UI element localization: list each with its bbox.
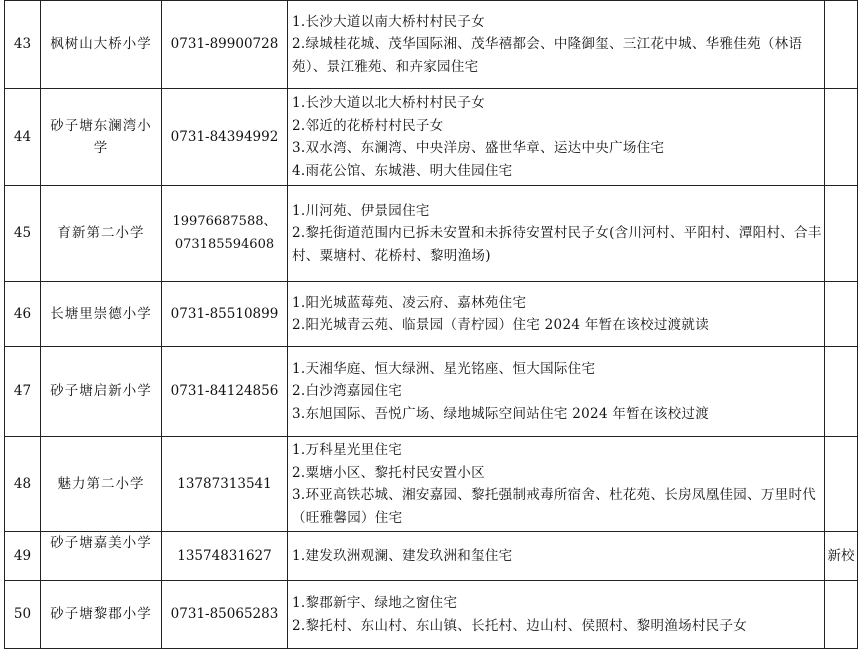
remark: [825, 1, 858, 89]
enrollment-area: [288, 437, 825, 532]
school-name: 砂子塘嘉美小学: [41, 532, 162, 581]
table-row: [5, 1, 858, 89]
area-line: 2.黎托村、东山村、东山镇、长托村、边山村、侯照村、黎明渔场村民子女: [292, 617, 748, 634]
area-line: 1.黎郡新宇、绿地之窗住宅: [292, 595, 458, 611]
table-row: [5, 186, 858, 282]
area-line: 2.白沙湾嘉园住宅: [292, 383, 403, 400]
table-row: [5, 437, 858, 532]
remark: [825, 347, 858, 437]
table-row: [5, 282, 858, 347]
phone-number: 13787313541: [162, 437, 288, 532]
school-name: 长塘里崇德小学: [41, 282, 162, 347]
phone-number: 19976687588、073185594608: [162, 186, 288, 282]
school-name: 砂子塘启新小学: [41, 347, 162, 437]
school-name: 砂子塘东澜湾小学: [41, 89, 162, 186]
phone-number: 13574831627: [162, 532, 288, 581]
new-school-remark: 新校: [825, 532, 858, 581]
area-line: 2.绿城桂花城、茂华国际湘、茂华禧都会、中隆御玺、三江花中城、华雅佳苑（林语苑）、景江雅苑、和卉家园住宅: [292, 36, 803, 75]
enrollment-area: [288, 532, 825, 581]
school-name: 砂子塘黎郡小学: [41, 581, 162, 649]
table-row: [5, 581, 858, 649]
table-row: [5, 89, 858, 186]
enrollment-area: [288, 347, 825, 437]
remark: [825, 437, 858, 532]
area-line: 1.万科星光里住宅: [292, 442, 403, 458]
table-row: [5, 347, 858, 437]
remark: [825, 282, 858, 347]
enrollment-area: [288, 1, 825, 89]
school-district-table: [4, 0, 858, 649]
enrollment-area: [288, 186, 825, 282]
area-line: 3.环亚高铁芯城、湘安嘉园、黎托强制戒毒所宿舍、杜花苑、长房凤凰佳园、万里时代（旺雅馨园）住宅: [292, 487, 817, 526]
row-number: 50: [5, 581, 41, 649]
area-line: 1.建发玖洲观澜、建发玖洲和玺住宅: [292, 547, 513, 564]
row-number: 43: [5, 1, 41, 89]
area-line: 2.阳光城青云苑、临景园（青柠园）住宅 2024 年暂在该校过渡就读: [292, 317, 710, 333]
phone-number: 0731-85510899: [162, 282, 288, 347]
area-line: 3.东旭国际、吾悦广场、绿地城际空间站住宅 2024 年暂在该校过渡: [292, 405, 710, 422]
enrollment-area: [288, 282, 825, 347]
phone-number: 0731-85065283: [162, 581, 288, 649]
row-number: 46: [5, 282, 41, 347]
row-number: 45: [5, 186, 41, 282]
area-line: 1.阳光城蓝莓苑、凌云府、嘉林苑住宅: [292, 294, 527, 311]
row-number: 48: [5, 437, 41, 532]
remark: [825, 581, 858, 649]
phone-number: 0731-84394992: [162, 89, 288, 186]
area-line: 1.长沙大道以北大桥村村民子女: [292, 95, 485, 111]
area-line: 3.双水湾、东澜湾、中央洋房、盛世华章、运达中央广场住宅: [292, 140, 665, 156]
area-line: 4.雨花公馆、东城港、明大佳园住宅: [292, 162, 513, 179]
area-line: 2.黎托街道范围内已拆未安置和未拆待安置村民子女(含川河村、平阳村、潭阳村、合丰村、粟塘村、花桥村、黎明渔场): [292, 225, 822, 264]
area-line: 2.粟塘小区、黎托村民安置小区: [292, 464, 485, 481]
school-name: 育新第二小学: [41, 186, 162, 282]
remark: [825, 186, 858, 282]
area-line: 1.长沙大道以南大桥村村民子女: [292, 13, 485, 30]
table-row: [5, 532, 858, 581]
area-line: 1.天湘华庭、恒大绿洲、星光铭座、恒大国际住宅: [292, 360, 596, 377]
school-name: 魅力第二小学: [41, 437, 162, 532]
area-line: 2.邻近的花桥村村民子女: [292, 117, 444, 134]
enrollment-area: [288, 581, 825, 649]
row-number: 47: [5, 347, 41, 437]
remark: [825, 89, 858, 186]
enrollment-area: [288, 89, 825, 186]
school-name: 枫树山大桥小学: [41, 1, 162, 89]
phone-number: 0731-89900728: [162, 1, 288, 89]
area-line: 1.川河苑、伊景园住宅: [292, 202, 430, 219]
row-number: 49: [5, 532, 41, 581]
phone-number: 0731-84124856: [162, 347, 288, 437]
row-number: 44: [5, 89, 41, 186]
